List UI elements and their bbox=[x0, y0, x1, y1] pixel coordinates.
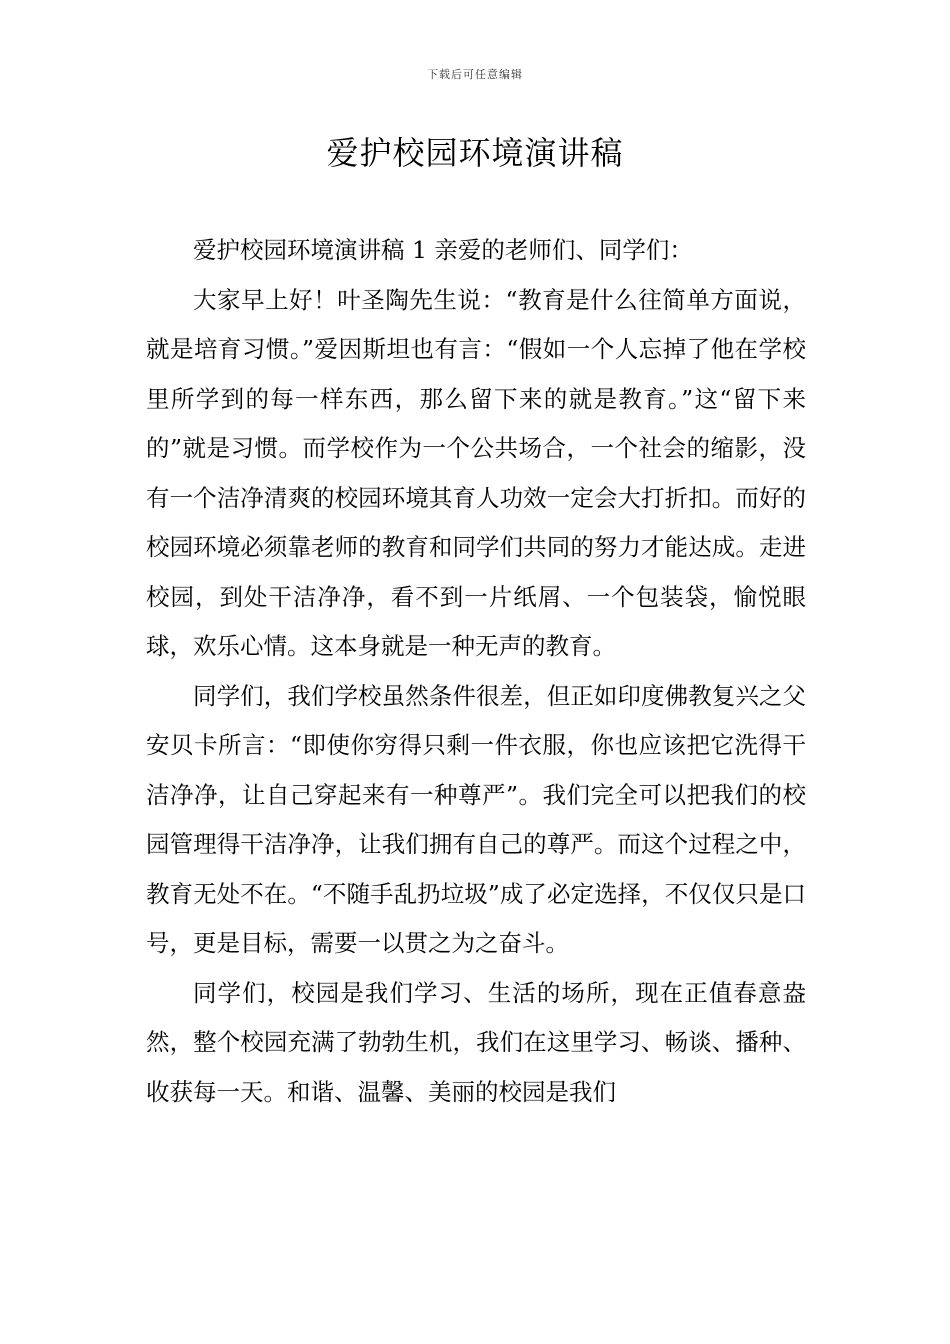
paragraph: 同学们，我们学校虽然条件很差，但正如印度佛教复兴之父安贝卡所言：“即使你穷得只剩一件衣服，你也应该把它洗得干洁净净，让自己穿起来有一种尊严”。我们完全可以把我们的校园管理得干洁净净，让我们拥有自己的尊严。而这个过程之中，教育无处不在。“不随手乱扔垃圾”成了必定选择，不仅仅只是口号，更是目标，需要一以贯之为之奋斗。 bbox=[146, 681, 806, 957]
paragraph: 大家早上好！叶圣陶先生说：“教育是什么往简单方面说，就是培育习惯。”爱因斯坦也有言：“假如一个人忘掉了他在学校里所学到的每一样东西，那么留下来的就是教育。”这“留下来的”就是习惯。而学校作为一个公共场合，一个社会的缩影，没有一个洁净清爽的校园环境其育人功效一定会大打折扣。而好的校园环境必须靠老师的教育和同学们共同的努力才能达成。走进校园，到处干洁净净，看不到一片纸屑、一个包装袋，愉悦眼球，欢乐心情。这本身就是一种无声的教育。 bbox=[146, 285, 806, 660]
paragraph: 同学们，校园是我们学习、生活的场所，现在正值春意盎然，整个校园充满了勃勃生机，我们在这里学习、畅谈、播种、收获每一天。和谐、温馨、美丽的校园是我们 bbox=[146, 978, 806, 1106]
header-note: 下载后可任意编辑 bbox=[427, 68, 523, 81]
page-title: 爱护校园环境演讲稿 bbox=[326, 134, 624, 172]
document-body bbox=[146, 226, 806, 1117]
paragraph-greeting: 爱护校园环境演讲稿 1 亲爱的老师们、同学们： bbox=[193, 236, 693, 264]
